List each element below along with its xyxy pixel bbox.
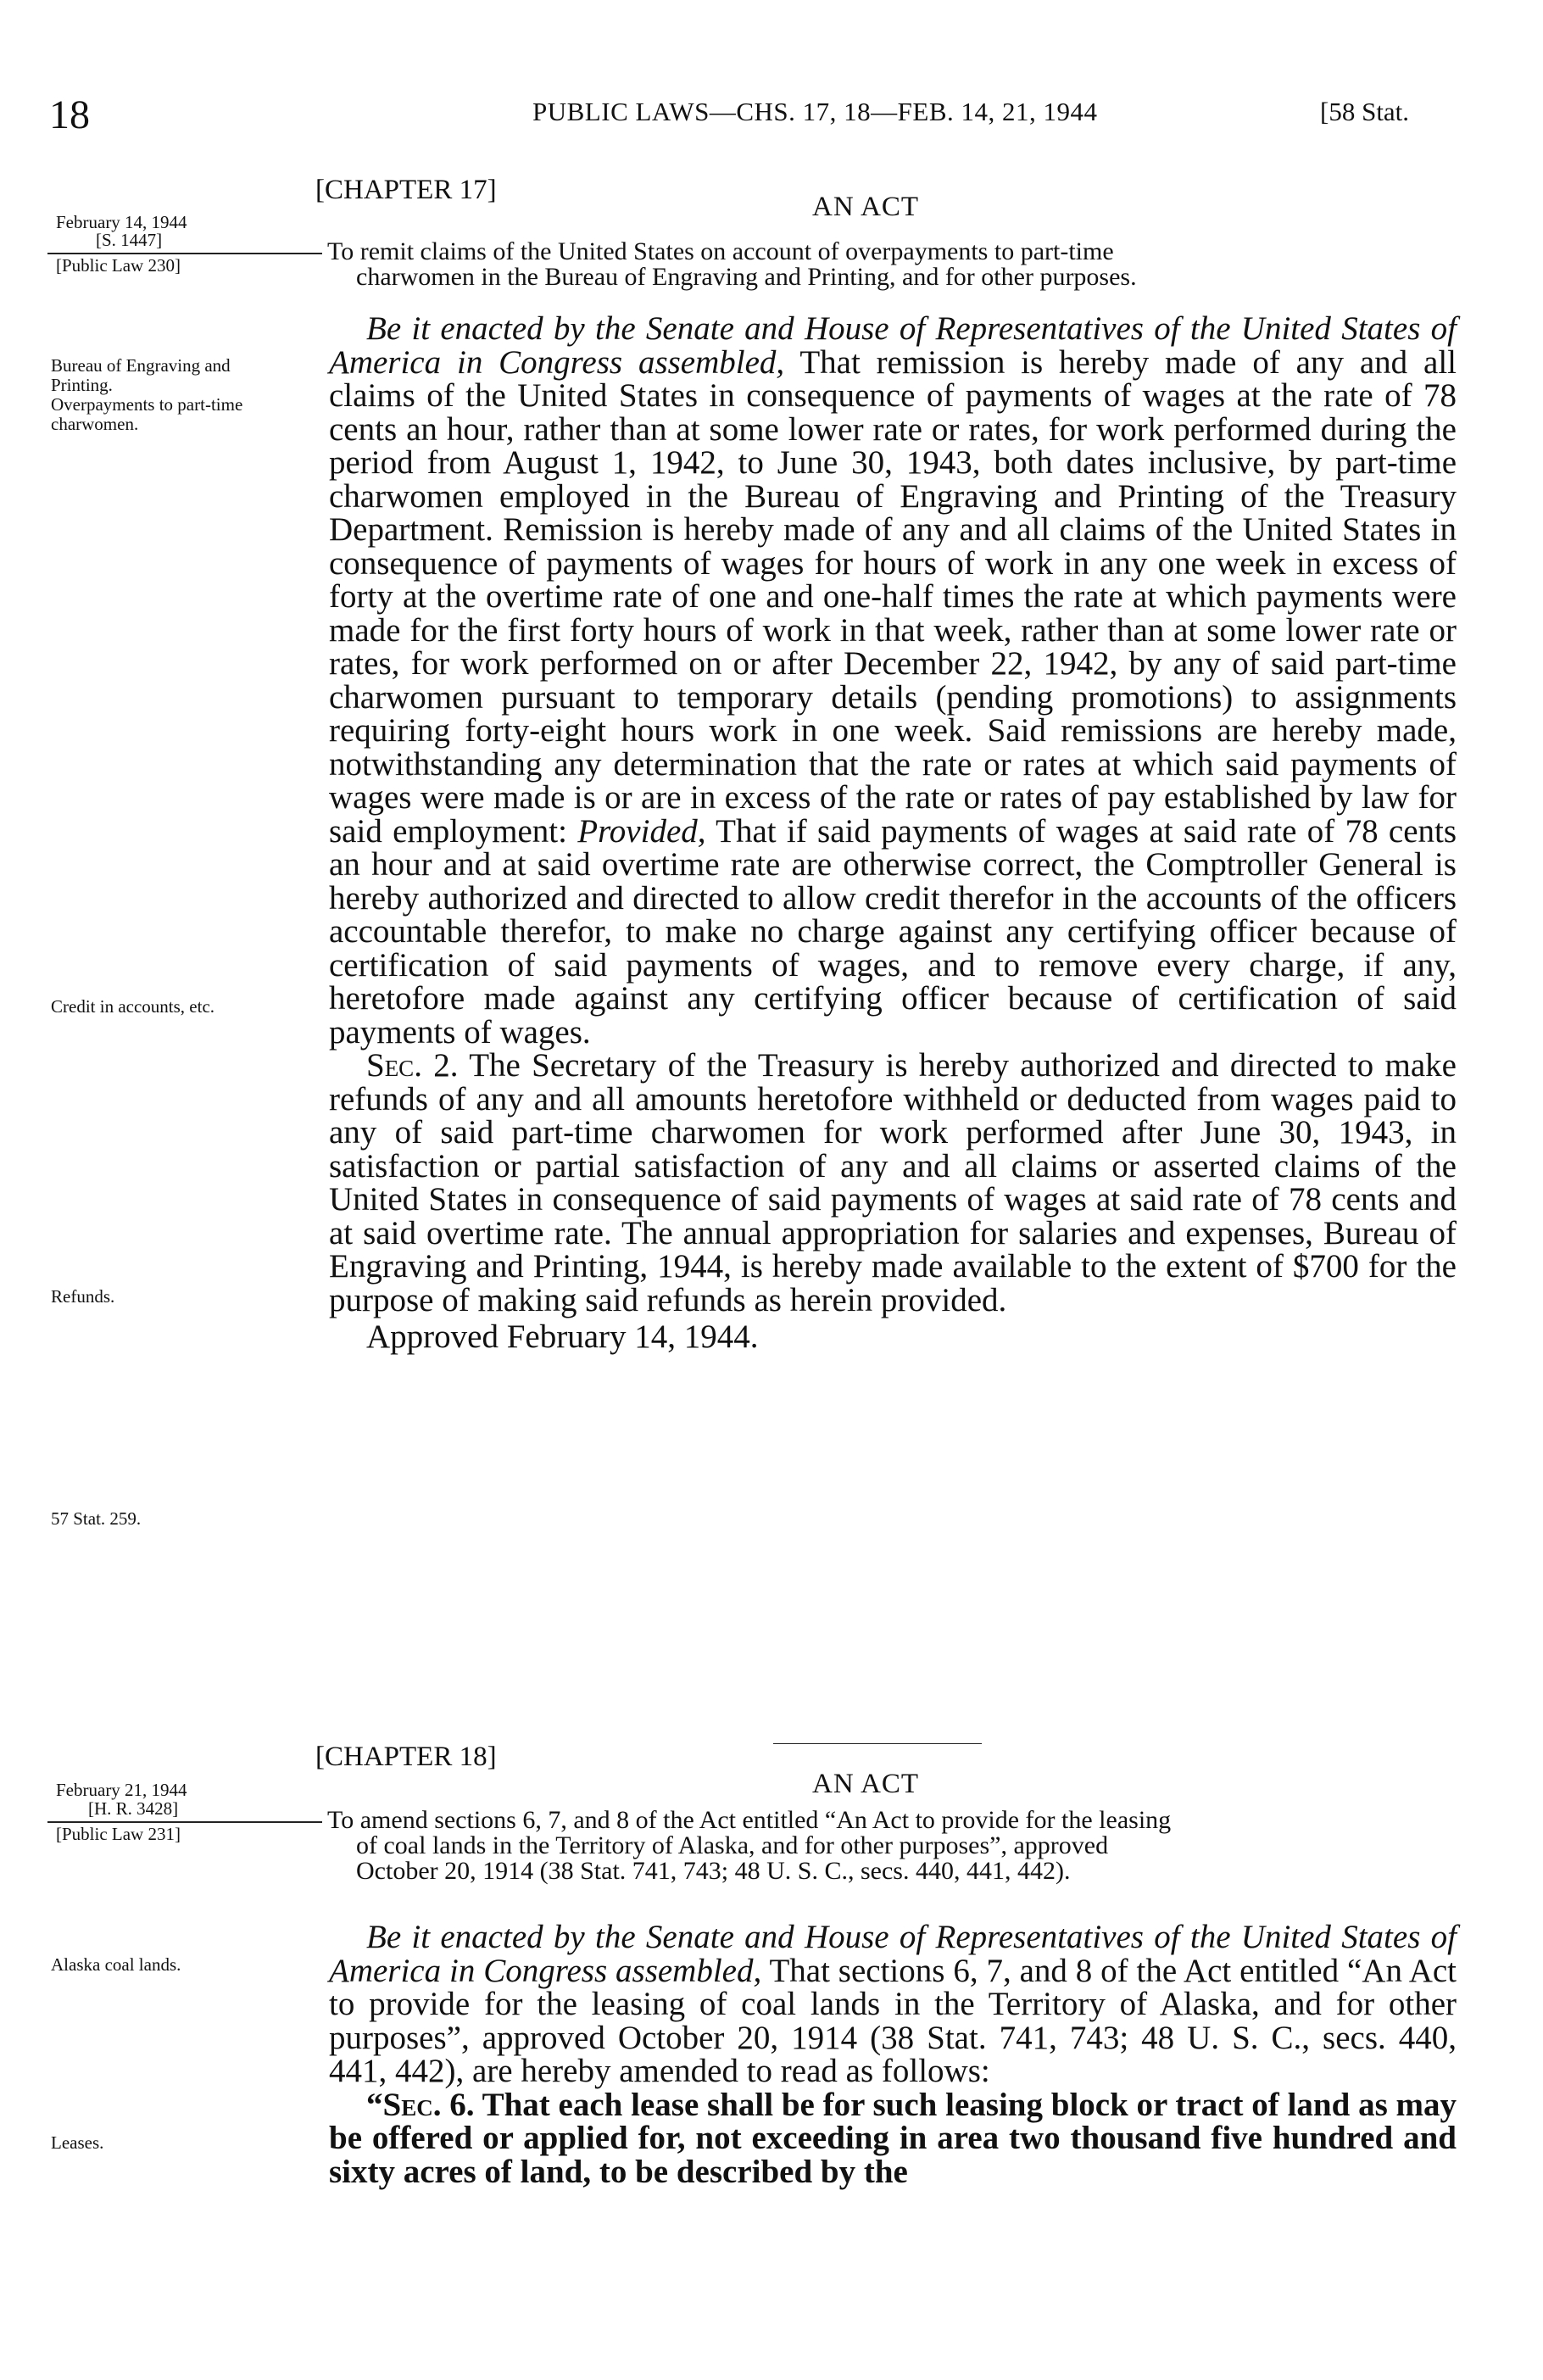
chapter-17-title-line1: To remit claims of the United States on account of overpayments to part-time [327,237,1114,265]
margin-note-credit: Credit in accounts, etc. [51,996,215,1017]
chapter-17-body [329,312,1457,1354]
chapter-divider-rule [773,1743,982,1744]
chapter-18-label: [CHAPTER 18] [315,1742,497,1772]
chapter-17-side-date: February 14, 1944 [56,212,187,232]
chapter-17-approved-line [329,1320,1457,1354]
chapter-18-side-date: February 21, 1944 [56,1780,187,1800]
chapter-18-body [329,1920,1457,2188]
chapter-17-approved: Approved February 14, 1944. [366,1318,759,1355]
chapter-17-para1-cont: That if said payments of wages at said rate of 78 cents an hour and at said overtime rate are otherwise correct, the Comptroller General is hereby authorized and directed to allow credit therefor in the accounts of the officers accountable therefor, to make no charge against any certifying officer because of certification of said payments of wages, and to remove every charge, if any, heretofore made against any certifying officer because of certification of said payments of wages. [329,812,1457,1051]
chapter-17-para1: That remission is hereby made of any and all claims of the United States in consequence of payments of wages at the rate of 78 cents an hour, rather than at some lower rate or rates, for work performed during the period from August 1, 1942, to June 30, 1943, both dates inclusive, by part-time charwomen employed in the Bureau of Engraving and Printing of the Treasury Department. Remission is hereby made of any and all claims of the United States in consequence of payments of wages for hours of work in any one week in excess of forty at the overtime rate of one and one-half times the rate at which payments were made for the first forty hours of work in that week, rather than at some lower rate or rates, for work performed on or after December 22, 1942, by any of said part-time charwomen pursuant to temporary details (pending promotions) to assignments requiring forty-eight hours work in one week. Said remissions are hereby made, notwithstanding any determination that the rate or rates at which said payments of wages were made is or are in excess of the rate or rates of pay established by law for said employment: [329,343,1457,850]
chapter-17-section-2 [329,1049,1457,1317]
chapter-18-side-rule [47,1821,322,1823]
chapter-17-provided: Provided, [577,812,706,850]
chapter-18-title-line2: of coal lands in the Territory of Alaska, and for other purposes”, approved [356,1831,1109,1859]
running-head: PUBLIC LAWS—CHS. 17, 18—FEB. 14, 21, 1944 [532,97,1098,126]
chapter-18-title [327,1808,1463,1884]
chapter-18-title-line3: October 20, 1914 (38 Stat. 741, 743; 48 U. S. C., secs. 440, 441, 442). [356,1857,1071,1885]
chapter-18-section-6 [329,2088,1457,2189]
chapter-17-section-1 [329,312,1457,1049]
chapter-18-section-1 [329,1920,1457,2088]
chapter-17-sec2-text: The Secretary of the Treasury is hereby authorized and directed to make refunds of any and all amounts heretofore withheld or deducted from wages paid to any of said part-time charwomen for work performed after June 30, 1943, in satisfaction or partial satisfaction of any and all claims or asserted claims of the United States in consequence of said payments of wages at said rate of 78 cents and at said overtime rate. The annual appropriation for salaries and expenses, Bureau of Engraving and Printing, 1944, is hereby made available to the extent of $700 for the purpose of making said refunds as herein provided. [329,1047,1457,1318]
chapter-18-side-bill: [H. R. 3428] [88,1798,179,1819]
page-number: 18 [49,92,90,137]
chapter-18-para1: That sections 6, 7, and 8 of the Act entitled “An Act to provide for the leasing of coal lands in the Territory of Alaska, and for other purposes”, approved October 20, 1914 (38 Stat. 741, 743; 48 U. S. C., secs. 440, 441, 442), are hereby amended to read as follows: [329,1952,1457,2089]
chapter-17-title [327,239,1463,290]
chapter-18-sec6-text: That each lease shall be for such leasing block or tract of land as may be offered or applied for, not exceeding in area two thousand five hundred and sixty acres of land, to be described by the [329,2086,1457,2190]
chapter-17-side-bill: [S. 1447] [96,230,163,250]
chapter-17-side-public-law: [Public Law 230] [56,255,181,276]
chapter-18-title-line1: To amend sections 6, 7, and 8 of the Act entitled “An Act to provide for the leasing [327,1806,1172,1834]
margin-note-refunds: Refunds. [51,1286,115,1307]
margin-note-bureau: Bureau of Engraving and Printing. [51,355,231,395]
chapter-18-sec6-label: “Sec. 6. [366,2086,475,2123]
chapter-17-an-act: AN ACT [812,192,920,222]
margin-note-leases: Leases. [51,2132,104,2153]
chapter-17-label: [CHAPTER 17] [315,175,497,205]
chapter-17-enacting-clause: Be it enacted by the Senate and House of Representatives of the United States of America in Congress assembled, [329,310,1457,381]
chapter-17-title-line2: charwomen in the Bureau of Engraving and Printing, and for other purposes. [356,263,1137,291]
statute-reference: [58 Stat. [1320,97,1410,126]
chapter-18-enacting-clause: Be it enacted by the Senate and House of Representatives of the United States of America in Congress assembled, [329,1919,1457,1989]
chapter-17-sec2-label: Sec. 2. [366,1047,459,1084]
chapter-17-side-rule [47,253,322,254]
margin-note-overpayments: Overpayments to part-time charwomen. [51,394,243,434]
margin-note-stat: 57 Stat. 259. [51,1508,142,1529]
margin-note-alaska: Alaska coal lands. [51,1954,181,1975]
chapter-18-side-public-law: [Public Law 231] [56,1824,181,1844]
chapter-18-an-act: AN ACT [812,1769,920,1799]
